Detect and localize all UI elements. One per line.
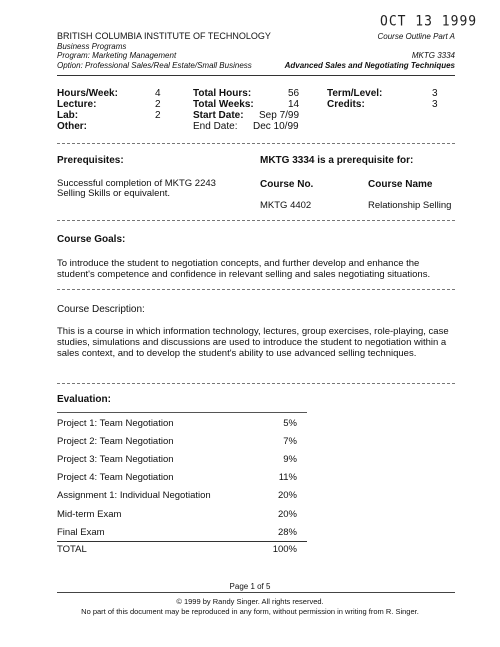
course-description-text: This is a course in which information technology, lectures, group exercises, role-playing, case studies, simulations and discussions are used to introduce the student to negotiation within a sales context, and to develop the student's ability to use advanced selling techniques.	[57, 326, 449, 359]
term-level-label: Term/Level:	[327, 88, 383, 99]
evaluation-rule	[57, 412, 307, 413]
option-name: Option: Professional Sales/Real Estate/Small Business	[57, 60, 252, 70]
prerequisite-for-title: MKTG 3334 is a prerequisite for:	[260, 155, 414, 166]
start-date-label: Start Date:	[193, 110, 244, 121]
course-name-header: Course Name	[368, 179, 433, 190]
evaluation-item-pct: 28%	[277, 527, 297, 538]
header-left	[57, 32, 271, 70]
credits-value: 3	[432, 99, 438, 110]
evaluation-total-row	[57, 544, 297, 555]
evaluation-item-name: Project 2: Team Negotiation	[57, 436, 174, 447]
evaluation-row	[57, 472, 297, 483]
course-name-value: Relationship Selling	[368, 200, 452, 211]
prerequisites-text: Successful completion of MKTG 2243 Selling Skills or equivalent.	[57, 178, 216, 199]
evaluation-item-name: Project 3: Team Negotiation	[57, 454, 174, 465]
course-goals-title: Course Goals:	[57, 234, 126, 245]
evaluation-item-pct: 11%	[278, 472, 297, 483]
divider	[57, 220, 455, 221]
evaluation-item-pct: 7%	[283, 436, 297, 447]
course-description-title: Course Description:	[57, 304, 145, 315]
header-rule	[57, 75, 455, 76]
total-weeks-value: 14	[288, 99, 300, 110]
total-hours-label: Total Hours:	[193, 88, 252, 99]
total-hours-value: 56	[288, 88, 300, 99]
course-title: Advanced Sales and Negotiating Techniques	[284, 60, 455, 70]
evaluation-row	[57, 454, 297, 465]
total-weeks-label: Total Weeks:	[193, 99, 254, 110]
evaluation-item-name: Project 1: Team Negotiation	[57, 418, 174, 429]
copyright: © 1999 by Randy Singer. All rights reserved.	[176, 597, 324, 606]
evaluation-item-name: Mid-term Exam	[57, 509, 122, 520]
hours-week-label: Hours/Week:	[57, 88, 118, 99]
school-name: Business Programs	[57, 41, 127, 51]
evaluation-row	[57, 527, 297, 538]
evaluation-item-pct: 9%	[283, 454, 297, 465]
credits-label: Credits:	[327, 99, 365, 110]
prerequisites-title: Prerequisites:	[57, 155, 124, 166]
evaluation-item-pct: 5%	[283, 418, 297, 429]
program-name: Program: Marketing Management	[57, 51, 177, 60]
evaluation-row	[57, 418, 297, 429]
other-label: Other:	[57, 121, 87, 132]
evaluation-total-pct: 100%	[272, 544, 297, 555]
institution-name: BRITISH COLUMBIA INSTITUTE OF TECHNOLOGY	[57, 31, 271, 41]
course-no-value: MKTG 4402	[260, 200, 312, 211]
term-level-value: 3	[432, 88, 438, 99]
header-right	[285, 32, 455, 70]
total-rule	[57, 541, 307, 542]
evaluation-item-name: Assignment 1: Individual Negotiation	[57, 490, 211, 501]
course-code: MKTG 3334	[411, 51, 455, 60]
start-date-value: Sep 7/99	[259, 110, 300, 121]
evaluation-item-pct: 20%	[277, 509, 297, 520]
divider	[57, 143, 455, 144]
lecture-value: 2	[155, 99, 161, 110]
page-number: Page 1 of 5	[229, 582, 271, 591]
date-stamp: OCT 13 1999	[380, 13, 478, 30]
lab-label: Lab:	[57, 110, 79, 121]
evaluation-row	[57, 436, 297, 447]
course-goals-text: To introduce the student to negotiation concepts, and further develop and enhance the student's competence and confidence in relevant selling and sales negotiating situations.	[57, 258, 431, 280]
end-date-label: End Date:	[193, 121, 238, 132]
lecture-label: Lecture:	[57, 99, 97, 110]
footer-rule	[57, 592, 455, 593]
evaluation-total-label: TOTAL	[57, 544, 87, 555]
course-no-header: Course No.	[260, 179, 314, 190]
divider	[57, 383, 455, 384]
evaluation-item-name: Project 4: Team Negotiation	[57, 472, 174, 483]
outline-part: Course Outline Part A	[377, 32, 455, 41]
end-date-value: Dec 10/99	[253, 121, 299, 132]
reproduction-notice: No part of this document may be reproduced in any form, without permission in writing from R. Singer.	[81, 607, 419, 616]
evaluation-item-pct: 20%	[277, 490, 297, 501]
hours-week-value: 4	[155, 88, 161, 99]
evaluation-row	[57, 490, 297, 501]
divider	[57, 289, 455, 290]
evaluation-title: Evaluation:	[57, 394, 111, 405]
evaluation-item-name: Final Exam	[57, 527, 105, 538]
lab-value: 2	[155, 110, 161, 121]
evaluation-row	[57, 509, 297, 520]
